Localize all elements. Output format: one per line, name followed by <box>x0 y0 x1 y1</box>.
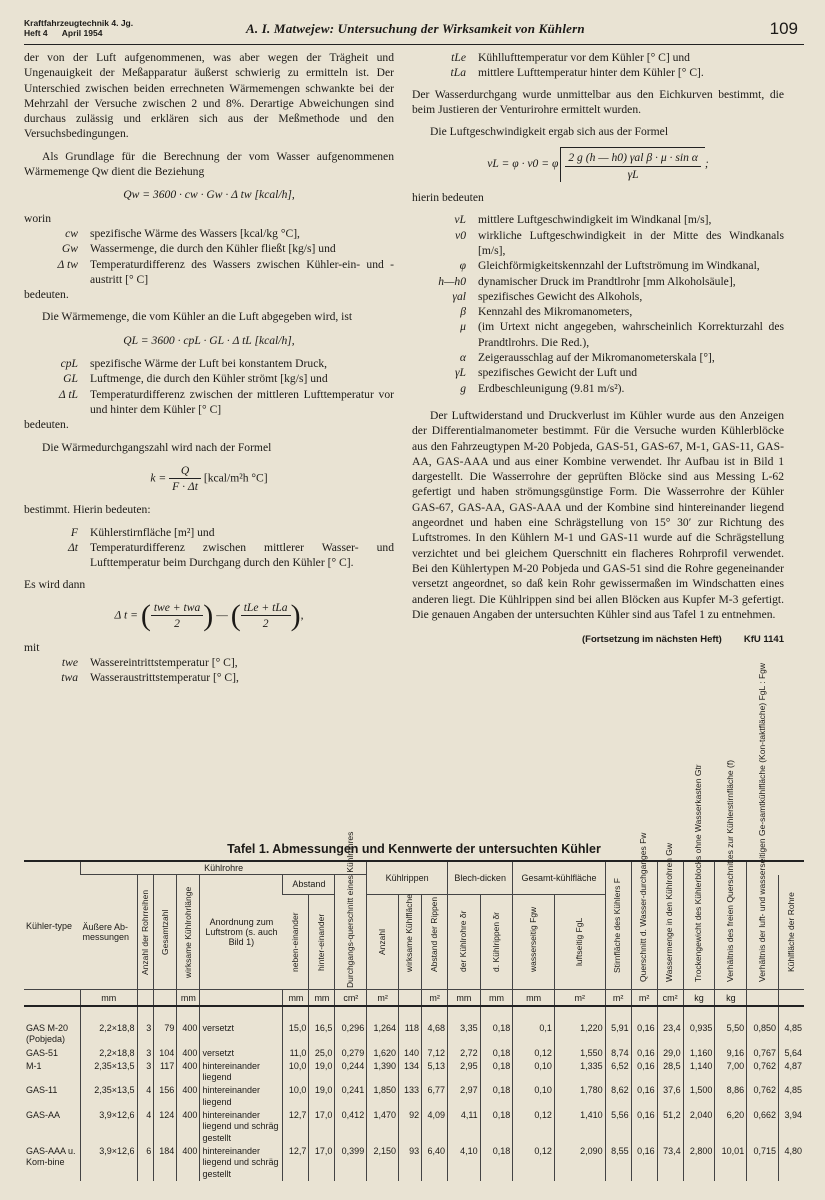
cell-laenge: 400 <box>177 1060 200 1085</box>
definition-item <box>412 50 784 65</box>
cell-abst: 2,97 <box>448 1084 481 1109</box>
group-header-kuehlrohre: Kühlrohre <box>81 861 367 875</box>
cell-gesamt: 156 <box>154 1084 177 1109</box>
unit-cell: m² <box>422 990 448 1007</box>
paragraph: bedeuten. <box>24 288 69 302</box>
journal-name: Kraftfahrzeugtechnik 4. Jg. <box>24 18 134 28</box>
cell-wk: 7,12 <box>422 1047 448 1060</box>
def-symbol: twa <box>61 671 78 685</box>
unit-cell: kg <box>683 990 715 1007</box>
def-text: wirkliche Luftgeschwindigkeit in der Mitte des Windkanals [m/s], <box>478 228 784 257</box>
cell-hinter: 17,0 <box>309 1145 335 1181</box>
cell-reihen: 3 <box>137 1047 154 1060</box>
cell-type: GAS-51 <box>26 1047 59 1058</box>
cell-quer: 0,399 <box>335 1145 367 1181</box>
cell-quer: 0,244 <box>335 1060 367 1085</box>
cell-anordnung: hintereinander liegend und schräg gestellt <box>200 1109 283 1145</box>
equation-delta-t: Δ t = ( $\frac{\text{twe + twa}}{2}$ ) — ( $\frac{\text{tLe + tLa}}{2}$ ), <box>114 599 304 633</box>
cell-gesamt: 117 <box>154 1060 177 1085</box>
unit-cell <box>398 990 421 1007</box>
cell-type: M-1 <box>26 1060 42 1071</box>
cell-f: 0,16 <box>631 1084 657 1109</box>
cell-reihen: 4 <box>137 1109 154 1145</box>
table-row <box>24 1084 804 1109</box>
def-text: Kühllufttemperatur vor dem Kühler [° C] und <box>478 51 690 64</box>
cell-kf: 2,150 <box>367 1145 399 1181</box>
cell-dr: 0,18 <box>480 1006 513 1047</box>
def-text: Wasseraustrittstemperatur [° C], <box>90 671 239 685</box>
cell-vf: 0,715 <box>747 1145 779 1181</box>
paragraph: Es wird dann <box>24 577 86 591</box>
cell-hinter: 19,0 <box>309 1060 335 1085</box>
def-text: Kennzahl des Mikromanometers, <box>478 305 633 319</box>
def-text: Temperaturdifferenz zwischen der mittleren Lufttemperatur vor und hinter dem Kühler [° C] <box>90 387 394 416</box>
unit-cell <box>137 990 154 1007</box>
cell-vl: 4,85 <box>778 1006 804 1047</box>
table-row <box>24 1109 804 1145</box>
journal-info <box>24 18 133 38</box>
table-row <box>24 1060 804 1085</box>
definition-list <box>412 50 784 81</box>
cell-type: GAS-11 <box>26 1085 58 1096</box>
cell-fgl: 5,56 <box>605 1109 631 1145</box>
cell-aussen: 3,9×12,6 <box>81 1109 138 1145</box>
cell-fw: 28,5 <box>657 1060 683 1085</box>
cell-quer: 0,279 <box>335 1047 367 1060</box>
cell-anz: 92 <box>398 1109 421 1145</box>
cell-gesamt: 79 <box>154 1006 177 1047</box>
cell-anordnung: versetzt <box>200 1006 283 1047</box>
paragraph: Der Luftwiderstand und Druckverlust im Kühler wurde aus den Anzeigen der Differentialmanometer bestimmt. Für die Versuche wurden Kühlerblöcke aus den Fahrzeugtypen M-20 Pobjeda, GAS-51, GAS-67, M-1, GAS-11, GAS-AA, GAS-AAA und aus einer Kombine verwendet. Ihr Aufbau ist in Bild 1 dargestellt. Die Wasserrohre der geprüften Blöcke sind aus Messing L-62 gefertigt und haben strömungsgünstige Form. Die Wasserrohre der Kühler GAS-67, GAS-AA, GAS-AAA und der Kombine sind hintereinander liegend angeordnet und haben eine Schrägstellung von 15° 30′ zur Richtung des Luftstromes. In den Kühlern M-1 und GAS-11 wurde auf die Schrägstellung verzichtet und bei gleichem Querschnitt ein flacheres Rohrprofil verwendet. Bei den Kühlertypen M-20 Pobjeda und GAS-51 sind die Rohre gegeneinander versetzt angeordnet, so daß kein Rohr gewissermaßen im Windschatten eines anderen liegt. Die Kühlrippen sind bei allen Blöcken aus Kupfer M-3 gefertigt. Die genauen Angaben der untersuchten Kühler sind aus Tafel 1 zu entnehmen. <box>412 408 784 621</box>
cell-gtr: 6,20 <box>715 1109 747 1145</box>
unit-cell: m² <box>554 990 605 1007</box>
def-symbol: Δ tL <box>58 387 78 401</box>
cell-gw: 1,500 <box>683 1084 715 1109</box>
def-symbol: Δt <box>67 541 78 555</box>
definition-item <box>412 289 784 304</box>
cell-type: GAS-AAA u. Kom-bine <box>26 1145 76 1168</box>
cell-hinter: 19,0 <box>309 1084 335 1109</box>
def-text: Erdbeschleunigung (9.81 m/s²). <box>478 381 625 395</box>
cell-fgl: 8,74 <box>605 1047 631 1060</box>
equation-qw: Qw = 3600 · cw · Gw · Δ tw [kcal/h], <box>123 188 295 202</box>
cell-fgl: 5,91 <box>605 1006 631 1047</box>
equation-k: k = $\frac{Q}{F \cdot \Delta t}$ [kcal/m²h °C] <box>150 463 268 494</box>
unit-cell: mm <box>177 990 200 1007</box>
definition-item <box>24 655 394 670</box>
def-text: Kühlerstirnfläche [m²] und <box>90 525 215 539</box>
cell-dr: 0,18 <box>480 1084 513 1109</box>
cell-hinter: 25,0 <box>309 1047 335 1060</box>
unit-cell: cm² <box>657 990 683 1007</box>
definition-list <box>24 356 394 417</box>
cell-abst: 4,10 <box>448 1145 481 1181</box>
page-number: 109 <box>769 19 798 38</box>
def-symbol: g <box>460 381 466 395</box>
def-label: worin <box>24 211 52 225</box>
unit-cell: m² <box>367 990 399 1007</box>
definition-list <box>24 211 394 226</box>
cell-neben: 15,0 <box>283 1006 309 1047</box>
continuation-note: (Fortsetzung im nächsten Heft) KfU 1141 <box>581 634 784 646</box>
cell-gtr: 10,01 <box>715 1145 747 1181</box>
unit-cell: cm² <box>335 990 367 1007</box>
cell-fgl: 8,55 <box>605 1145 631 1181</box>
table-title: Tafel 1. Abmessungen und Kennwerte der untersuchten Kühler <box>227 842 601 856</box>
cell-drp: 0,12 <box>513 1145 555 1181</box>
unit-cell <box>778 990 804 1007</box>
cell-f: 0,16 <box>631 1060 657 1085</box>
cell-dr: 0,18 <box>480 1109 513 1145</box>
paragraph: Die Luftgeschwindigkeit ergab sich aus der Formel <box>430 125 669 139</box>
cell-fw: 73,4 <box>657 1145 683 1181</box>
cell-f: 0,16 <box>631 1006 657 1047</box>
cell-neben: 12,7 <box>283 1145 309 1181</box>
definition-item <box>412 258 784 273</box>
definition-item <box>412 319 784 350</box>
def-symbol: twe <box>61 655 78 669</box>
cell-kf: 1,850 <box>367 1084 399 1109</box>
table-row <box>24 1145 804 1181</box>
definition-item <box>24 371 394 386</box>
unit-cell: mm <box>480 990 513 1007</box>
cell-gtr: 8,86 <box>715 1084 747 1109</box>
cell-abst: 3,35 <box>448 1006 481 1047</box>
cell-drp: 0,1 <box>513 1006 555 1047</box>
cell-drp: 0,12 <box>513 1109 555 1145</box>
cell-f: 0,16 <box>631 1145 657 1181</box>
unit-cell: mm <box>448 990 481 1007</box>
running-title: A. I. Matwejew: Untersuchung der Wirksamkeit von Kühlern <box>246 21 585 36</box>
definition-item <box>412 212 784 227</box>
cell-fw: 51,2 <box>657 1109 683 1145</box>
cell-anz: 140 <box>398 1047 421 1060</box>
unit-cell: mm <box>283 990 309 1007</box>
definition-item <box>24 356 394 371</box>
sqrt: $\frac{\text{2 g (h — h0) γal β · μ · sin α}}{\gamma L}$ <box>560 147 705 182</box>
def-text: spezifische Wärme des Wassers [kcal/kg °C], <box>90 226 300 240</box>
def-text: spezifisches Gewicht der Luft und <box>478 366 638 380</box>
cell-f: 0,16 <box>631 1109 657 1145</box>
cell-fgw: 1,550 <box>554 1047 605 1060</box>
definition-list <box>24 655 394 686</box>
unit-cell: m² <box>605 990 631 1007</box>
def-text: Temperaturdifferenz des Wassers zwischen Kühler-ein- und -austritt [° C] <box>90 257 394 286</box>
paragraph: hierin bedeuten <box>412 191 484 205</box>
group-header-gesamt: Gesamt-kühlfläche <box>513 861 605 894</box>
def-text: (im Urtext nicht angegeben, wahrscheinlich Korrekturzahl des Prandtlrohrs. Die Red.), <box>478 320 784 349</box>
cell-dr: 0,18 <box>480 1047 513 1060</box>
cell-gw: 2,040 <box>683 1109 715 1145</box>
cell-kf: 1,620 <box>367 1047 399 1060</box>
cell-vl: 5,64 <box>778 1047 804 1060</box>
definition-item <box>412 381 784 396</box>
cell-reihen: 6 <box>137 1145 154 1181</box>
unit-cell: kg <box>715 990 747 1007</box>
def-symbol: μ <box>460 320 466 334</box>
cell-reihen: 4 <box>137 1084 154 1109</box>
cell-neben: 11,0 <box>283 1047 309 1060</box>
paragraph: Die Wärmedurchgangszahl wird nach der Formel <box>42 440 272 454</box>
cell-wk: 4,09 <box>422 1109 448 1145</box>
cell-vl: 3,94 <box>778 1109 804 1145</box>
cell-dr: 0,18 <box>480 1060 513 1085</box>
def-symbol: γal <box>452 289 466 303</box>
paragraph: Der Wasserdurchgang wurde unmittelbar aus den Eichkurven bestimmt, die beim Justieren der Venturirohre ermittelt wurden. <box>412 87 784 116</box>
cell-anz: 134 <box>398 1060 421 1085</box>
cell-fw: 37,6 <box>657 1084 683 1109</box>
issue-date: April 1954 <box>61 28 103 38</box>
def-symbol: v0 <box>455 228 466 242</box>
definition-item <box>24 226 394 241</box>
cell-fgl: 8,62 <box>605 1084 631 1109</box>
cell-laenge: 400 <box>177 1145 200 1181</box>
article-code: KfU 1141 <box>743 634 784 646</box>
cell-hinter: 17,0 <box>309 1109 335 1145</box>
table-row <box>24 1006 804 1047</box>
cell-gw: 0,935 <box>683 1006 715 1047</box>
cell-vl: 4,87 <box>778 1060 804 1085</box>
cell-hinter: 16,5 <box>309 1006 335 1047</box>
def-symbol: φ <box>459 259 466 273</box>
cell-anordnung: hintereinander liegend <box>200 1060 283 1085</box>
page-header <box>24 18 804 45</box>
def-text: Wassermenge, die durch den Kühler fließt [kg/s] und <box>90 242 336 256</box>
cell-wk: 6,77 <box>422 1084 448 1109</box>
cell-quer: 0,241 <box>335 1084 367 1109</box>
equation-vl: vL = φ · v0 = φ $\frac{\text{2 g (h — h0) γal β · μ · sin α}}{\gamma L}$ ; <box>412 147 784 182</box>
cell-drp: 0,10 <box>513 1084 555 1109</box>
cell-vf: 0,762 <box>747 1084 779 1109</box>
cell-gw: 2,800 <box>683 1145 715 1181</box>
def-symbol: cpL <box>60 357 78 371</box>
def-symbol: Δ tw <box>57 257 78 271</box>
units-row <box>24 990 804 1007</box>
data-table: Kühler-type Kühlrohre Kühlrippen Blech-dicken Gesamt-kühlfläche Stirnfläche des Kühlers F Querschnitt d. Wasser-durchganges Fw Wassermenge in den Kühlrohren Gw Trockengewicht des Kühlerblocks ohne Wasserkasten Gtr Verhältnis des freien Querschnittes zur Kühlerstirnfläche (f) Verhältnis der luft- und wasserseitigen Ge-samtkühlfläche (Kon-taktfläche) FgL : Fgw Äußere Ab-messungen Anzahl der Rohrreihen Gesamtzahl wirksame Kühlrohrlänge Anordnung zum Luftstrom (s. auch Bild 1) Abstand Durchgangs-querschnitt eines Kühlrohres Kühlfläche der Rohre neben-einander hinter-einander Anzahl wirksame Kühlfläche Abstand der Rippen der Kühlrohre δr d. Kühlrippen δr wasserseitig Fgw luftseitig FgL mm mm mm mm cm² m² m² mm mm mm m² m² m² cm² kg kg GAS M-20 (Pobjeda) 2,2×18,8 3 79 400 versetzt 15,0 16,5 0,296 1,264 118 4,68 3,35 0,18 0,1 1,220 5,91 0,16 23,4 0,935 5,50 0,850 4,85 GAS-51 2,2×18,8 3 104 400 versetzt 11,0 25,0 0,279 1,620 140 7,12 2,72 0,18 0,12 1,550 8,74 0,16 29,0 1,160 9,16 0,767 5,64 M-1 2,35×13,5 3 117 400 hintereinander liegend 10,0 19,0 0,244 1,390 134 5,13 2,95 0,18 0,10 1,335 6,52 0,16 28,5 1,140 7,00 0,762 4,87 GAS-11 2,35×13,5 4 156 400 hintereinander liegend 10,0 19,0 0,241 1,850 133 6,77 2,97 0,18 0,10 1,780 8,62 0,16 37,6 1,500 8,86 0,762 4,85 GAS-AA 3,9×12,6 4 124 400 hintereinander liegend und schräg gestellt 12,7 17,0 0,412 1,470 92 4,09 4,11 0,18 0,12 1,410 5,56 0,16 51,2 2,040 6,20 0,662 3,94 GAS-AAA u. Kom-bine 3,9×12,6 6 184 400 hintereinander liegend und schräg gestellt 12,7 17,0 0,399 2,150 93 6,40 4,10 0,18 0,12 2,090 8,55 0,16 73,4 2,800 10,01 0,715 4,80 <box>24 860 804 1181</box>
cell-aussen: 2,35×13,5 <box>81 1060 138 1085</box>
definition-list <box>412 212 784 396</box>
def-symbol: F <box>70 525 78 539</box>
group-header-kuehlrippen: Kühlrippen <box>367 861 448 894</box>
cell-laenge: 400 <box>177 1084 200 1109</box>
cell-gw: 1,160 <box>683 1047 715 1060</box>
def-text: Luftmenge, die durch den Kühler strömt [kg/s] und <box>90 372 328 386</box>
cell-vf: 0,662 <box>747 1109 779 1145</box>
cell-laenge: 400 <box>177 1006 200 1047</box>
cell-vf: 0,850 <box>747 1006 779 1047</box>
def-symbol: γL <box>454 366 466 380</box>
cell-anz: 133 <box>398 1084 421 1109</box>
cell-neben: 12,7 <box>283 1109 309 1145</box>
definition-list <box>24 226 394 287</box>
definition-item <box>24 387 394 418</box>
unit-cell: m² <box>631 990 657 1007</box>
cell-drp: 0,10 <box>513 1060 555 1085</box>
cell-vf: 0,762 <box>747 1060 779 1085</box>
group-header-blech: Blech-dicken <box>448 861 513 894</box>
issue: Heft 4 <box>24 28 48 38</box>
cell-fw: 23,4 <box>657 1006 683 1047</box>
right-column <box>412 50 784 647</box>
cell-gesamt: 184 <box>154 1145 177 1181</box>
cell-drp: 0,12 <box>513 1047 555 1060</box>
equation-ql: QL = 3600 · cpL · GL · Δ tL [kcal/h], <box>123 333 295 347</box>
def-text: dynamischer Druck im Prandtlrohr [mm Alkoholsäule], <box>478 274 736 288</box>
cell-wk: 4,68 <box>422 1006 448 1047</box>
cell-fgw: 1,220 <box>554 1006 605 1047</box>
cell-reihen: 3 <box>137 1060 154 1085</box>
def-symbol: vL <box>454 213 466 227</box>
def-symbol: h—h0 <box>438 274 466 288</box>
cell-aussen: 2,2×18,8 <box>81 1006 138 1047</box>
cell-vl: 4,80 <box>778 1145 804 1181</box>
cell-gtr: 7,00 <box>715 1060 747 1085</box>
cell-type: GAS M-20 (Pobjeda) <box>26 1023 69 1045</box>
def-symbol: tLe <box>451 51 466 64</box>
definition-item <box>412 65 784 80</box>
cell-gesamt: 104 <box>154 1047 177 1060</box>
definition-item <box>24 241 394 256</box>
def-text: Temperaturdifferenz zwischen mittlerer Wasser- und Lufttemperatur beim Durchgang durch den Kühler [° C]. <box>90 541 394 570</box>
unit-cell <box>747 990 779 1007</box>
def-text: Wassereintrittstemperatur [° C], <box>90 655 238 669</box>
cell-kf: 1,264 <box>367 1006 399 1047</box>
definition-list <box>24 525 394 571</box>
left-column <box>24 50 394 685</box>
cell-f: 0,16 <box>631 1047 657 1060</box>
cell-fw: 29,0 <box>657 1047 683 1060</box>
paragraph: bestimmt. Hierin bedeuten: <box>24 503 151 517</box>
cell-anordnung: versetzt <box>200 1047 283 1060</box>
cell-dr: 0,18 <box>480 1145 513 1181</box>
definition-item <box>412 350 784 365</box>
table-row <box>24 1047 804 1060</box>
paragraph: Als Grundlage für die Berechnung der vom Wasser aufgenommenen Wärmemenge Qw dient die Beziehung <box>24 149 394 179</box>
definition-item <box>412 365 784 380</box>
def-text: Zeigerausschlag auf der Mikromanometerskala [°], <box>478 351 715 365</box>
definition-item <box>412 304 784 319</box>
def-text: mittlere Lufttemperatur hinter dem Kühler [° C]. <box>478 66 704 80</box>
cell-fgw: 1,780 <box>554 1084 605 1109</box>
definition-item <box>24 257 394 288</box>
cell-fgl: 6,52 <box>605 1060 631 1085</box>
def-text: mittlere Luftgeschwindigkeit im Windkanal [m/s], <box>478 213 712 227</box>
cell-reihen: 3 <box>137 1006 154 1047</box>
unit-cell <box>154 990 177 1007</box>
unit-cell: mm <box>81 990 138 1007</box>
def-text: spezifische Wärme der Luft bei konstantem Druck, <box>90 357 328 371</box>
def-symbol: β <box>460 305 466 319</box>
cell-quer: 0,296 <box>335 1006 367 1047</box>
cell-neben: 10,0 <box>283 1084 309 1109</box>
cell-gtr: 5,50 <box>715 1006 747 1047</box>
cell-abst: 4,11 <box>448 1109 481 1145</box>
fraction: $\frac{Q}{F \cdot \Delta t}$ <box>169 463 201 495</box>
def-text: spezifisches Gewicht des Alkohols, <box>478 289 643 303</box>
cell-anordnung: hintereinander liegend und schräg gestellt <box>200 1145 283 1181</box>
cell-aussen: 3,9×12,6 <box>81 1145 138 1181</box>
cell-fgw: 2,090 <box>554 1145 605 1181</box>
def-symbol: tLa <box>450 66 466 80</box>
col-header-type: Kühler-type <box>24 861 81 990</box>
cell-gtr: 9,16 <box>715 1047 747 1060</box>
cell-laenge: 400 <box>177 1109 200 1145</box>
paragraph: bedeuten. <box>24 418 69 432</box>
cell-type: GAS-AA <box>26 1110 61 1121</box>
cell-neben: 10,0 <box>283 1060 309 1085</box>
cell-vf: 0,767 <box>747 1047 779 1060</box>
def-text: Gleichförmigkeitskennzahl der Luftströmung im Windkanal, <box>478 259 760 273</box>
cell-aussen: 2,2×18,8 <box>81 1047 138 1060</box>
paragraph: der von der Luft aufgenommenen, was aber wegen der Trägheit und Ungenauigkeit der Meßapparatur äußerst schwierig zu ermitteln ist. Der Unterschied zwischen beiden errechneten Wärmemengen schwankte bei der Mehrzahl der Versuche zwischen 2 und 8%. Derartige Abweichungen sind durchaus zulässig und erklären sich aus der Meßmethode und den Versuchsbedingungen. <box>24 51 394 141</box>
def-symbol: GL <box>63 372 78 386</box>
unit-cell: mm <box>513 990 555 1007</box>
cell-gesamt: 124 <box>154 1109 177 1145</box>
definition-item <box>412 228 784 259</box>
cell-quer: 0,412 <box>335 1109 367 1145</box>
cell-kf: 1,470 <box>367 1109 399 1145</box>
cell-anordnung: hintereinander liegend <box>200 1084 283 1109</box>
cell-aussen: 2,35×13,5 <box>81 1084 138 1109</box>
definition-item <box>24 525 394 540</box>
cell-wk: 5,13 <box>422 1060 448 1085</box>
unit-cell: mm <box>309 990 335 1007</box>
cell-anz: 93 <box>398 1145 421 1181</box>
cell-vl: 4,85 <box>778 1084 804 1109</box>
definition-item <box>24 670 394 685</box>
definition-item <box>412 274 784 289</box>
cell-anz: 118 <box>398 1006 421 1047</box>
cell-fgw: 1,410 <box>554 1109 605 1145</box>
unit-cell <box>200 990 283 1007</box>
definition-item <box>24 540 394 571</box>
def-symbol: cw <box>65 226 78 240</box>
cell-kf: 1,390 <box>367 1060 399 1085</box>
def-symbol: Gw <box>61 242 78 256</box>
cell-abst: 2,72 <box>448 1047 481 1060</box>
def-symbol: α <box>459 351 466 365</box>
def-label: mit <box>24 640 40 654</box>
cell-abst: 2,95 <box>448 1060 481 1085</box>
cell-gw: 1,140 <box>683 1060 715 1085</box>
cell-fgw: 1,335 <box>554 1060 605 1085</box>
cell-wk: 6,40 <box>422 1145 448 1181</box>
cell-laenge: 400 <box>177 1047 200 1060</box>
paragraph: Die Wärmemenge, die vom Kühler an die Luft abgegeben wird, ist <box>42 310 353 324</box>
